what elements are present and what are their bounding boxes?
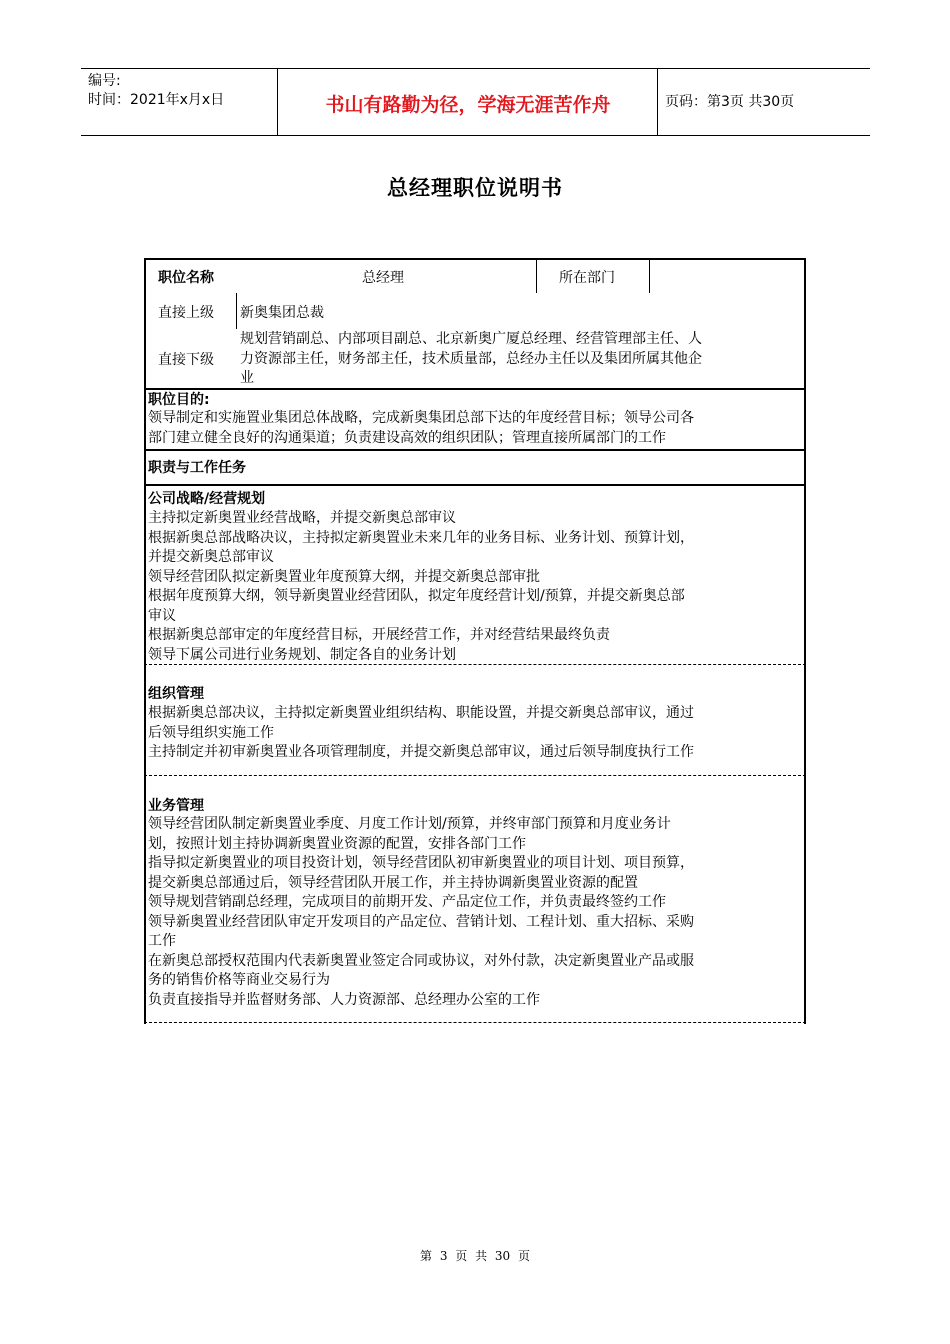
duty-line: 主持拟定新奥置业经营战略，并提交新奥总部审议: [148, 510, 456, 526]
duty-line: 根据新奥总部决议，主持拟定新奥置业组织结构、职能设置，并提交新奥总部审议，通过: [148, 705, 694, 721]
duty-line: 务的销售价格等商业交易行为: [148, 972, 330, 988]
document-title: 总经理职位说明书: [387, 176, 563, 200]
duty-line: 提交新奥总部通过后，领导经营团队开展工作，并主持协调新奥置业资源的配置: [148, 874, 638, 891]
duty-line: 并提交新奥总部审议: [148, 549, 274, 565]
header-meta: [88, 72, 224, 110]
duty-line: 工作: [148, 933, 176, 949]
subordinate-label: 直接下级: [158, 352, 214, 368]
duty-line: 指导拟定新奥置业的项目投资计划，领导经营团队初审新奥置业的项目计划、项目预算，: [148, 855, 694, 871]
duty-line: 负责直接指导并监督财务部、人力资源部、总经理办公室的工作: [148, 991, 540, 1008]
purpose-line: 领导制定和实施置业集团总体战略，完成新奥集团总部下达的年度经营目标；领导公司各: [148, 410, 694, 426]
duty-line: 领导经营团队制定新奥置业季度、月度工作计划/预算，并终审部门预算和月度业务计: [148, 816, 671, 832]
duty-line: 审议: [148, 607, 176, 624]
purpose-heading: 职位目的:: [148, 392, 210, 408]
section-organization-body: [148, 704, 694, 763]
header-page-info: 页码：第3页 共30页: [665, 94, 795, 110]
duty-line: 主持制定并初审新奥置业各项管理制度，并提交新奥总部审议，通过后领导制度执行工作: [148, 744, 694, 760]
duty-line: 根据新奥总部审定的年度经营目标，开展经营工作，并对经营结果最终负责: [148, 627, 610, 643]
page-footer: 第 3 页 共 30 页: [420, 1249, 530, 1263]
header-top-rule: [81, 68, 870, 69]
duty-line: 后领导组织实施工作: [148, 724, 274, 741]
duty-line: 根据年度预算大纲，领导新奥置业经营团队，拟定年度经营计划/预算，并提交新奥总部: [148, 588, 685, 604]
duty-line: 领导经营团队拟定新奥置业年度预算大纲，并提交新奥总部审批: [148, 568, 540, 585]
purpose-top-rule: [144, 388, 806, 390]
superior-value: 新奥集团总裁: [240, 305, 324, 321]
duty-line: 领导下属公司进行业务规划、制定各自的业务计划: [148, 646, 456, 663]
subordinate-line: 力资源部主任，财务部主任，技术质量部，总经办主任以及集团所属其他企: [240, 350, 702, 367]
superior-row-divider: [236, 293, 237, 329]
header-bottom-rule: [81, 135, 870, 136]
document-number-label: 编号:: [88, 73, 121, 89]
department-label: 所在部门: [559, 270, 615, 286]
duties-heading: 职责与工作任务: [148, 460, 246, 476]
document-date: 时间：2021年x月x日: [88, 92, 225, 108]
section-strategy-body: [148, 509, 694, 665]
section-business-heading: 业务管理: [148, 798, 204, 814]
header-divider-right: [657, 68, 658, 135]
position-label: 职位名称: [158, 270, 214, 286]
position-row-divider-2: [649, 258, 650, 293]
purpose-line: 部门建立健全良好的沟通渠道；负责建设高效的组织团队；管理直接所属部门的工作: [148, 429, 666, 446]
duties-top-rule: [144, 449, 806, 451]
duty-line: 领导新奥置业经营团队审定开发项目的产品定位、营销计划、工程计划、重大招标、采购: [148, 913, 694, 930]
duty-line: 在新奥总部授权范围内代表新奥置业签定合同或协议，对外付款，决定新奥置业产品或服: [148, 952, 694, 969]
duty-line: 根据新奥总部战略决议，主持拟定新奥置业未来几年的业务目标、业务计划、预算计划，: [148, 529, 694, 546]
subordinate-line: 业: [240, 370, 254, 386]
duties-bottom-rule: [144, 484, 806, 486]
duty-line: 领导规划营销副总经理，完成项目的前期开发、产品定位工作，并负责最终签约工作: [148, 894, 666, 910]
header-motto: 书山有路勤为径，学海无涯苦作舟: [325, 94, 611, 116]
section-organization-heading: 组织管理: [148, 686, 204, 702]
section-divider: [144, 775, 806, 776]
section-strategy-heading: 公司战略/经营规划: [148, 491, 266, 507]
purpose-text: [148, 409, 694, 448]
position-row-divider-1: [536, 258, 537, 293]
form-bottom-rule: [144, 1022, 806, 1023]
subordinate-line: 规划营销副总、内部项目副总、北京新奥广厦总经理、经营管理部主任、人: [240, 331, 702, 347]
superior-label: 直接上级: [158, 305, 214, 321]
duty-line: 划，按照计划主持协调新奥置业资源的配置，安排各部门工作: [148, 835, 526, 852]
section-business-body: [148, 815, 694, 1010]
subordinate-value: [240, 330, 702, 389]
section-divider: [144, 664, 806, 665]
header-divider-left: [277, 68, 278, 135]
position-value: 总经理: [362, 270, 404, 286]
